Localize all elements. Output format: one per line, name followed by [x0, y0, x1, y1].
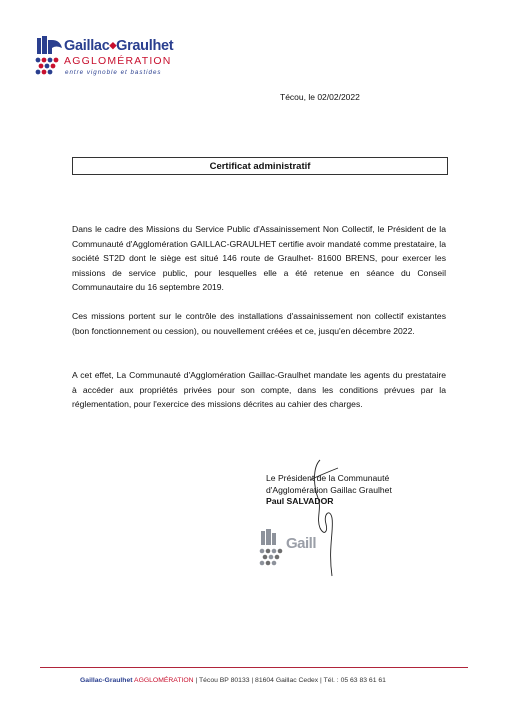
logo-brand-name: Gaillac◆Graulhet	[64, 38, 174, 54]
logo-emblem-icon	[34, 36, 66, 80]
document-date: Técou, le 02/02/2022	[280, 92, 360, 102]
footer-contact	[80, 677, 386, 684]
stamp-emblem-icon	[258, 529, 288, 573]
agglomeration-logo	[34, 36, 174, 82]
signatory-title-line-2: d'Agglomération Gaillac Graulhet	[266, 484, 392, 495]
certificate-title-box	[72, 157, 448, 175]
logo-subtitle: AGGLOMÉRATION	[64, 55, 172, 67]
body-paragraph-1: Dans le cadre des Missions du Service Public d'Assainissement Non Collectif, le Président de la Communauté d'Agglomération GAILLAC-GRAULHET certifie avoir mandaté comme prestataire, la société ST2D dont le siège est situé 146 route de Graulhet- 81600 BRENS, pour exercer les missions de service public, pour lesquelles elle a été retenue en séance du Conseil Communautaire du 16 septembre 2019.	[72, 224, 446, 293]
signatory-title-line-1: Le Président de la Communauté	[266, 473, 390, 483]
logo-tagline: entre vignoble et bastides	[65, 69, 162, 76]
certificate-title: Certificat administratif	[209, 160, 311, 172]
official-stamp	[258, 527, 348, 579]
footer-agglomeration: AGGLOMÉRATION	[134, 677, 194, 684]
body-paragraph-2: Ces missions portent sur le contrôle des installations d'assainissement non collectif existantes (bon fonctionnement ou cession), ou nouvellement créées et ce, jusqu'en décembre 2022.	[72, 311, 446, 336]
stamp-text: Gaill	[286, 535, 317, 552]
signatory-name: Paul SALVADOR	[266, 496, 334, 506]
footer-address: | Técou BP 80133 | 81604 Gaillac Cedex | Tél. : 05 63 83 61 61	[195, 677, 386, 684]
footer-divider	[40, 667, 468, 668]
footer-brand: Gaillac-Graulhet	[80, 677, 133, 684]
body-paragraph-3: A cet effet, La Communauté d'Agglomération Gaillac-Graulhet mandate les agents du prestataire à accéder aux propriétés privées pour son compte, dans les conditions prévues par la réglementation, pour l'exercice des missions décrites au cahier des charges.	[72, 370, 446, 410]
